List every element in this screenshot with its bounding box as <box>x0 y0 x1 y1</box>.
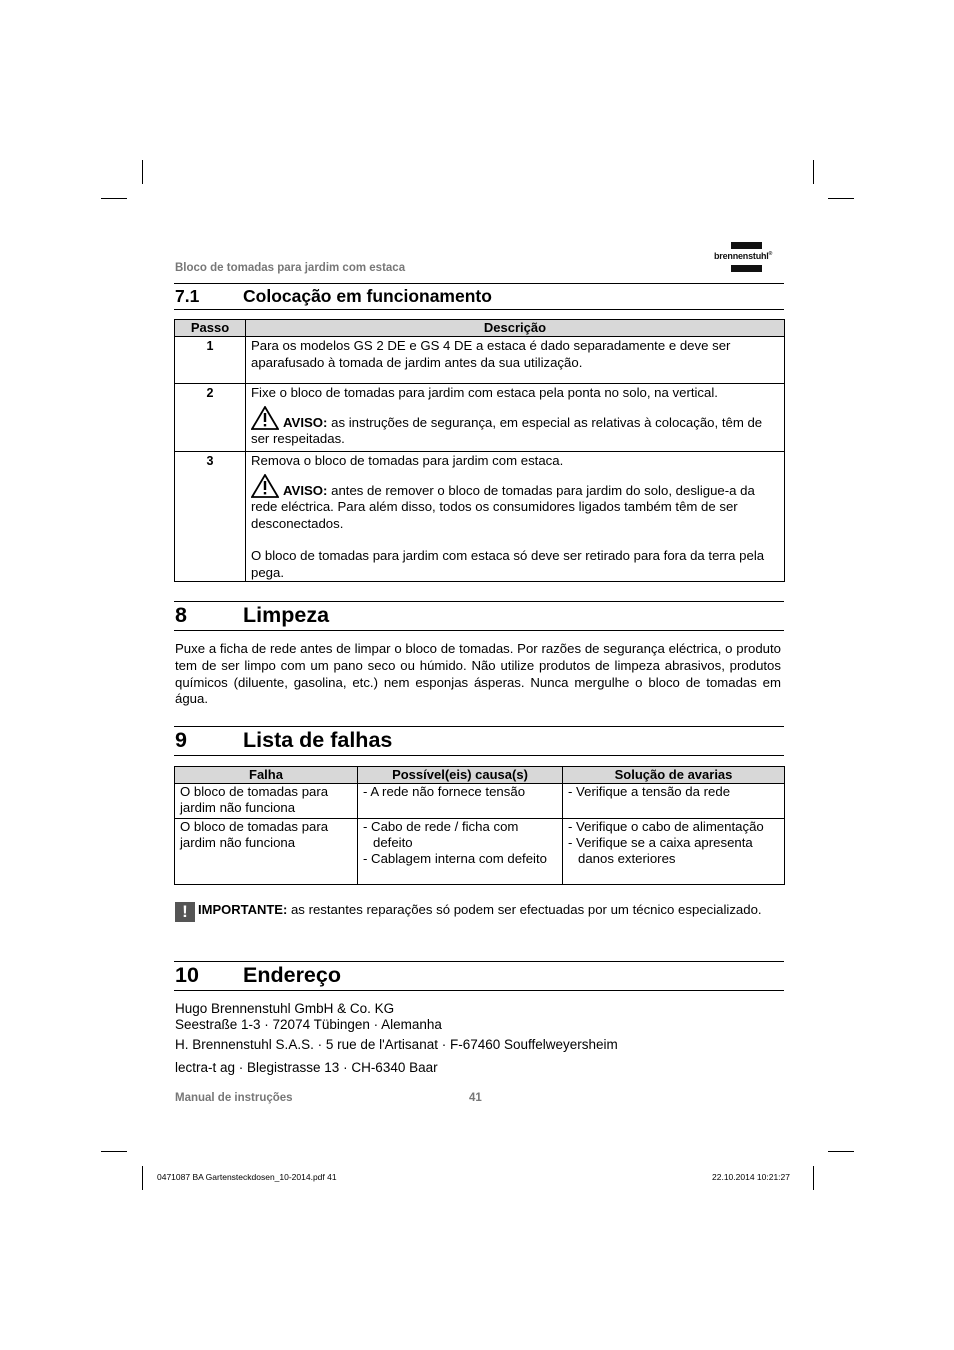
table-row <box>175 452 785 582</box>
section-rule <box>174 726 784 727</box>
address-line: Seestraße 1-3 · 72074 Tübingen · Alemanha <box>175 1017 442 1032</box>
warning-text: as instruções de segurança, em especial as relativas à colocação, têm de ser respeitadas. <box>251 414 763 446</box>
crop-mark <box>813 1166 814 1190</box>
col-header-fault: Falha <box>175 767 358 784</box>
table-row <box>175 784 785 819</box>
step-number: 2 <box>175 384 246 452</box>
cause-item: - A rede não fornece tensão <box>363 784 526 799</box>
crop-mark <box>142 160 143 184</box>
section-title: Lista de falhas <box>243 728 393 752</box>
cause-item: - Cablagem interna com defeito <box>363 851 547 867</box>
section-number: 8 <box>175 603 187 627</box>
step-number: 1 <box>175 337 246 384</box>
step-text: Fixe o bloco de tomadas para jardim com estaca pela ponta no solo, na vertical. <box>251 385 718 400</box>
step-number: 3 <box>175 452 246 582</box>
col-header-solution: Solução de avarias <box>563 767 785 784</box>
running-header: Bloco de tomadas para jardim com estaca <box>175 262 406 274</box>
warning-triangle-icon <box>251 406 279 430</box>
print-file-info: 0471087 BA Gartensteckdosen_10-2014.pdf 41 <box>157 1172 337 1182</box>
address-line: Hugo Brennenstuhl GmbH & Co. KG <box>175 1001 395 1016</box>
section-rule <box>174 309 784 310</box>
brennenstuhl-logo <box>714 242 786 276</box>
table-row <box>175 818 785 884</box>
section-rule <box>174 990 784 991</box>
important-note <box>175 902 781 922</box>
section-title: Colocação em funcionamento <box>243 286 492 306</box>
steps-table <box>174 319 785 582</box>
cause-item: - Cabo de rede / ficha com defeito <box>363 818 519 850</box>
crop-mark <box>142 1166 143 1190</box>
address-line: H. Brennenstuhl S.A.S. · 5 rue de l'Artisanat · F-67460 Souffelweyersheim <box>175 1037 618 1052</box>
footer-manual: Manual de instruções <box>175 1092 293 1104</box>
crop-mark <box>101 198 127 199</box>
fault-cell: O bloco de tomadas para jardim não funciona <box>175 784 358 819</box>
cleaning-paragraph: Puxe a ficha de rede antes de limpar o bloco de tomadas. Por razões de segurança eléctrica, o produto tem de ser limpo com um pano seco ou húmido. Não utilize produtos de limpeza abrasivos, produtos químicos (diluente, gasolina, etc.) nem esponjas ásperas. Nunca mergulhe o bloco de tomadas em água. <box>175 641 781 707</box>
section-rule <box>174 630 784 631</box>
important-label: IMPORTANTE: <box>198 902 288 917</box>
step-text: Remova o bloco de tomadas para jardim com estaca. <box>251 453 564 468</box>
step-extra-text: O bloco de tomadas para jardim com estaca só deve ser retirado para fora da terra pela pega. <box>251 548 765 580</box>
section-title: Endereço <box>243 963 341 987</box>
warning-text: antes de remover o bloco de tomadas para jardim do solo, desligue-a da rede eléctrica. Para além disso, todos os consumidores ligados também têm de ser desconectados. <box>251 482 755 531</box>
section-number: 7.1 <box>175 286 200 306</box>
section-number: 10 <box>175 963 199 987</box>
fault-cell: O bloco de tomadas para jardim não funciona <box>175 818 358 884</box>
header-rule <box>174 283 784 284</box>
address-line: lectra-t ag · Blegistrasse 13 · CH-6340 Baar <box>175 1060 438 1075</box>
section-title: Limpeza <box>243 603 330 627</box>
col-header-cause: Possível(eis) causa(s) <box>358 767 563 784</box>
solution-item: - Verifique a tensão da rede <box>568 784 731 799</box>
col-header-description: Descrição <box>246 320 785 337</box>
col-header-step: Passo <box>175 320 246 337</box>
step-text: Para os modelos GS 2 DE e GS 4 DE a estaca é dado separadamente e deve ser aparafusado à tomada de jardim antes da sua utilização. <box>251 338 731 370</box>
section-rule <box>174 755 784 756</box>
warning-label: AVISO: <box>283 414 328 430</box>
section-rule <box>174 601 784 602</box>
crop-mark <box>828 1151 854 1152</box>
crop-mark <box>813 160 814 184</box>
logo-text: brennenstuhl <box>714 251 769 261</box>
fault-table <box>174 766 785 885</box>
crop-mark <box>101 1151 127 1152</box>
table-row <box>175 384 785 452</box>
important-text: as restantes reparações só podem ser efectuadas por um técnico especializado. <box>287 902 762 917</box>
warning-label: AVISO: <box>283 482 328 498</box>
solution-item: - Verifique o cabo de alimentação <box>568 818 764 834</box>
table-row <box>175 337 785 384</box>
exclamation-icon: ! <box>175 902 195 922</box>
page-number: 41 <box>469 1092 482 1104</box>
logo-reg-mark: ® <box>768 251 773 257</box>
section-number: 9 <box>175 728 187 752</box>
warning-triangle-icon <box>251 474 279 498</box>
section-rule <box>174 961 784 962</box>
crop-mark <box>828 198 854 199</box>
solution-item: - Verifique se a caixa apresenta danos exteriores <box>568 834 753 867</box>
print-datetime: 22.10.2014 10:21:27 <box>712 1172 790 1182</box>
